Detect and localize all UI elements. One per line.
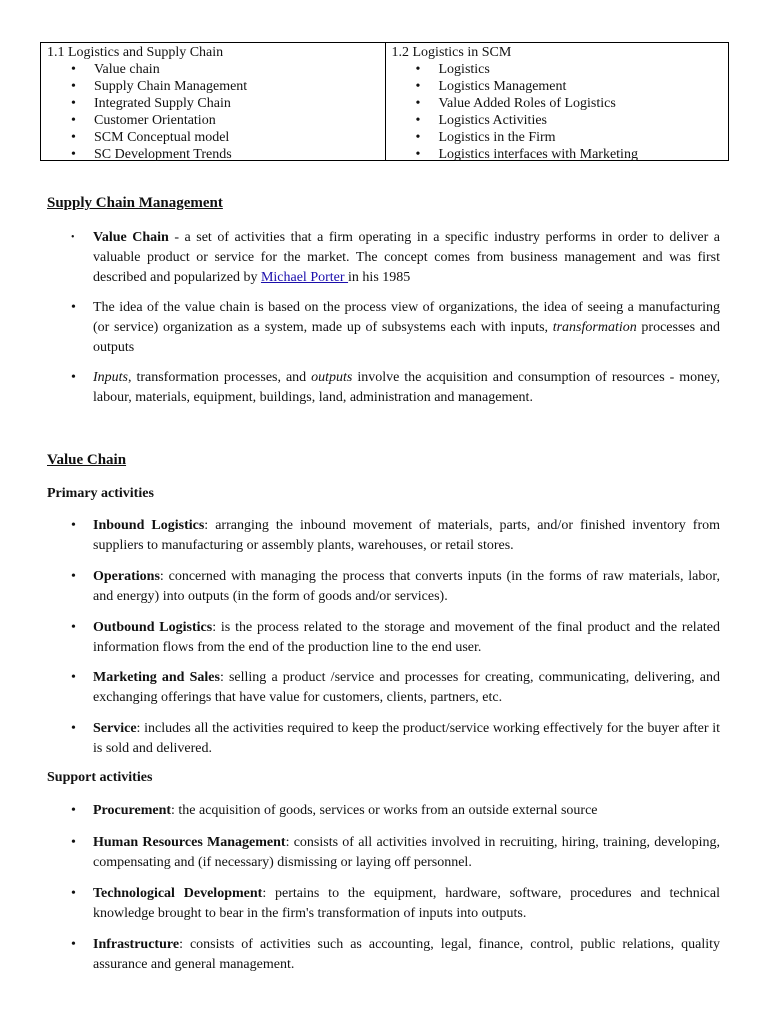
bullet-text: , transformation processes, and xyxy=(128,370,312,385)
bullet-icon: • xyxy=(71,569,76,584)
support-activity-infrastructure xyxy=(47,935,720,975)
bullet-value-chain-idea xyxy=(47,298,720,358)
list-item: • SCM Conceptual model xyxy=(47,129,379,146)
bullet-icon: • xyxy=(71,232,75,243)
primary-activity-outbound xyxy=(47,618,720,658)
support-activity-hrm xyxy=(47,833,720,873)
michael-porter-link[interactable]: Michael Porter xyxy=(260,270,349,285)
bullet-text: : is the process related to the storage and movement of the final product and the related information flows from the end of the production line to the end user. xyxy=(93,620,721,655)
topics-list-left xyxy=(47,61,379,163)
bullet-text: : consists of activities such as accounting, legal, finance, control, public relations, quality assurance and general management. xyxy=(93,937,720,972)
bullet-text: : consists of all activities involved in recruiting, hiring, training, developing, compensating and (if necessary) dismissing or laying off personnel. xyxy=(93,835,720,870)
list-item: • Logistics in the Firm xyxy=(392,129,723,146)
list-item: • SC Development Trends xyxy=(47,146,379,163)
list-item: • Logistics Management xyxy=(392,78,723,95)
term: Marketing and Sales xyxy=(93,670,220,685)
term-italic: Inputs xyxy=(93,370,128,385)
term: Outbound Logistics xyxy=(93,620,213,635)
bullet-text: : arranging the inbound movement of materials, parts, and/or finished inventory from suppliers to manufacturing or assembly plants, warehouses, or retail stores. xyxy=(93,518,721,553)
topics-heading-left: 1.1 Logistics and Supply Chain xyxy=(47,45,224,60)
term: Inbound Logistics xyxy=(93,518,205,533)
bullet-icon: • xyxy=(71,721,76,736)
term: Operations xyxy=(93,569,160,584)
term-italic: transformation xyxy=(552,320,637,335)
term: Procurement xyxy=(93,803,172,818)
list-item: • Integrated Supply Chain xyxy=(47,95,379,112)
bullet-text: : pertains to the equipment, hardware, software, procedures and technical knowledge brought to bear in the firm's transformation of inputs into outputs. xyxy=(93,886,720,921)
bullet-icon: • xyxy=(71,886,76,901)
topics-column-right xyxy=(385,43,729,160)
bullet-inputs xyxy=(47,368,720,408)
list-item: • Logistics Activities xyxy=(392,112,723,129)
topics-heading-right: 1.2 Logistics in SCM xyxy=(391,45,512,60)
list-item: • Supply Chain Management xyxy=(47,78,379,95)
bullet-icon: • xyxy=(71,370,76,385)
bullet-text: : the acquisition of goods, services or works from an outside external source xyxy=(171,803,598,818)
bullet-text: processes and outputs xyxy=(93,320,720,355)
term-italic: outputs xyxy=(311,370,353,385)
primary-activity-marketing xyxy=(47,668,720,708)
list-item: • Logistics interfaces with Marketing xyxy=(392,146,723,163)
section-title-value-chain: Value Chain xyxy=(47,452,127,468)
support-activity-technology xyxy=(47,884,720,924)
bullet-icon: • xyxy=(71,937,76,952)
list-item: • Value chain xyxy=(47,61,379,78)
term: Value Chain xyxy=(93,230,169,245)
primary-activity-inbound xyxy=(47,516,720,556)
bullet-icon: • xyxy=(71,620,76,635)
list-item: • Customer Orientation xyxy=(47,112,379,129)
primary-activity-service xyxy=(47,719,720,759)
bullet-icon: • xyxy=(71,300,76,315)
topics-column-left xyxy=(41,43,385,160)
primary-activity-operations xyxy=(47,567,720,607)
term: Human Resources Management xyxy=(93,835,286,850)
term: Infrastructure xyxy=(93,937,180,952)
term: Technological Development xyxy=(93,886,263,901)
topics-list-right xyxy=(392,61,723,163)
bullet-text: : selling a product /service and processes for creating, communicating, delivering, and exchanging offerings that have value for customers, clients, partners, etc. xyxy=(93,670,720,705)
primary-activities-title: Primary activities xyxy=(47,486,154,501)
support-activity-procurement xyxy=(47,801,720,821)
bullet-icon: • xyxy=(71,835,76,850)
topics-table xyxy=(40,42,729,161)
bullet-text: : concerned with managing the process that converts inputs (in the forms of raw materials, labor, and energy) into outputs (in the form of goods and/or services). xyxy=(93,569,720,604)
bullet-icon: • xyxy=(71,803,76,818)
term: Service xyxy=(93,721,137,736)
bullet-text: The idea of the value chain is based on the process view of organizations, the idea of seeing a manufacturing (or service) organization as a system, made up of subsystems each with inputs, xyxy=(93,300,720,335)
list-item: • Value Added Roles of Logistics xyxy=(392,95,723,112)
bullet-text: involve the acquisition and consumption of resources - money, labour, materials, equipment, buildings, land, administration and management. xyxy=(93,370,720,405)
list-item: • Logistics xyxy=(392,61,723,78)
support-activities-title: Support activities xyxy=(47,770,153,785)
bullet-text: - a set of activities that a firm operating in a specific industry performs in order to deliver a valuable product or service for the market. The concept comes from business management and was first described and popularized by xyxy=(93,230,720,285)
section-title-scm: Supply Chain Management xyxy=(47,195,223,211)
bullet-value-chain xyxy=(47,228,720,288)
bullet-text: : includes all the activities required to keep the product/service working effectively for the buyer after it is sold and delivered. xyxy=(93,721,720,756)
bullet-text: in his 1985 xyxy=(348,270,411,285)
bullet-icon: • xyxy=(71,670,76,685)
bullet-icon: • xyxy=(71,518,76,533)
